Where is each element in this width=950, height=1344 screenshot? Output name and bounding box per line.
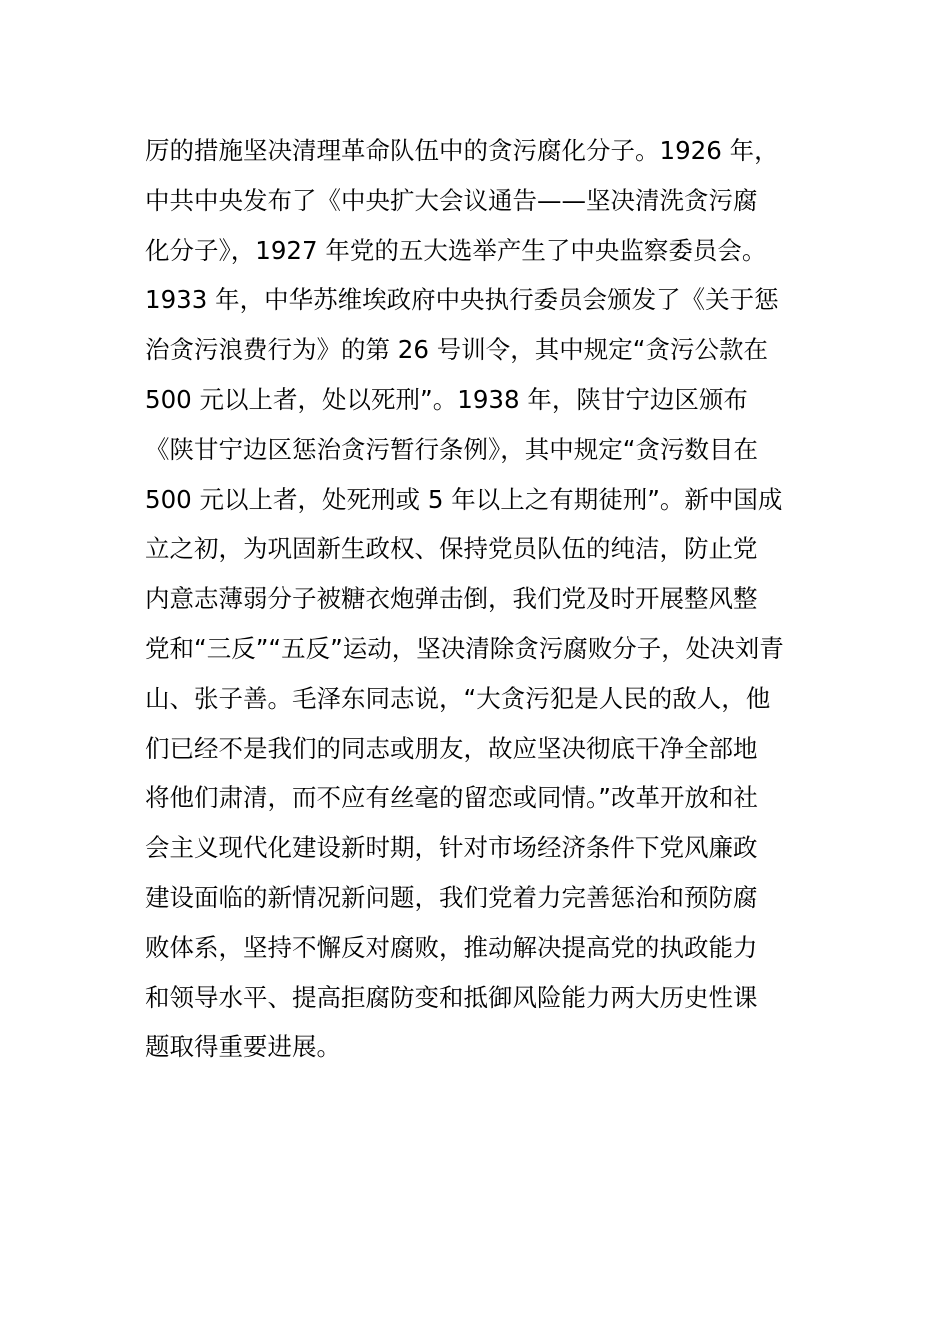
text-line: 建设面临的新情况新问题，我们党着力完善惩治和预防腐 [145,882,758,912]
text-line: 500 元以上者，处以死刑”。1938 年，陕甘宁边区颁布 [145,384,748,414]
text-line: 将他们肃清，而不应有丝毫的留恋或同情。”改革开放和社 [145,783,758,813]
text-line: 题取得重要进展。 [145,1032,341,1062]
text-line: 中共中央发布了《中央扩大会议通告——坚决清洗贪污腐 [145,185,758,215]
text-line: 500 元以上者，处死刑或 5 年以上之有期徒刑”。新中国成 [145,484,783,514]
text-line: 厉的措施坚决清理革命队伍中的贪污腐化分子。1926 年， [145,136,779,165]
body-paragraph [145,126,815,1072]
text-line: 会主义现代化建设新时期，针对市场经济条件下党风廉政 [145,833,758,863]
text-line: 党和“三反”“五反”运动，坚决清除贪污腐败分子，处决刘青 [145,633,784,663]
text-line: 败体系，坚持不懈反对腐败，推动解决提高党的执政能力 [145,932,758,962]
text-line: 内意志薄弱分子被糖衣炮弹击倒，我们党及时开展整风整 [145,584,758,614]
text-line: 立之初，为巩固新生政权、保持党员队伍的纯洁，防止党 [145,534,758,564]
text-line: 们已经不是我们的同志或朋友，故应坚决彻底干净全部地 [145,733,758,763]
text-line: 《陕甘宁边区惩治贪污暂行条例》，其中规定“贪污数目在 [145,434,758,464]
text-line: 1933 年，中华苏维埃政府中央执行委员会颁发了《关于惩 [145,285,779,315]
text-line: 化分子》，1927 年党的五大选举产生了中央监察委员会。 [145,235,767,265]
text-line: 山、张子善。毛泽东同志说，“大贪污犯是人民的敌人，他 [145,683,771,713]
text-line: 和领导水平、提高拒腐防变和抵御风险能力两大历史性课 [145,982,758,1012]
text-line: 治贪污浪费行为》的第 26 号训令，其中规定“贪污公款在 [145,335,768,365]
